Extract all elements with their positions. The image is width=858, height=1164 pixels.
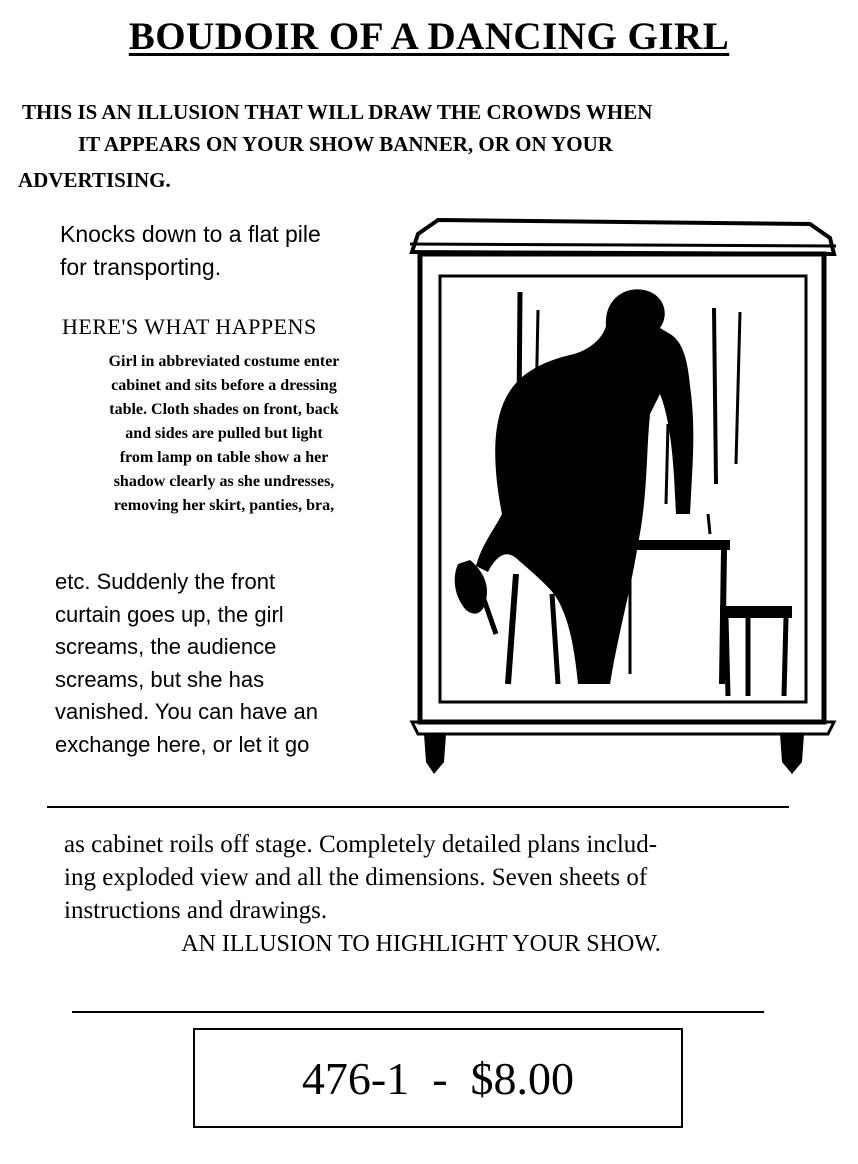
divider-line [72,1011,764,1013]
description-line: ing exploded view and all the dimensions. Seven sheets of [64,864,648,891]
page-title: BOUDOIR OF A DANCING GIRL [128,15,730,58]
body-line: table. Cloth shades on front, back [109,401,339,418]
subtitle-line-3: ADVERTISING. [18,168,171,192]
body-line: and sides are pulled but light [125,425,323,442]
body-line: cabinet and sits before a dressing [111,377,337,394]
continuation-line: vanished. You can have an [55,699,319,724]
body-line: shadow clearly as she undresses, [113,473,335,490]
description-line: as cabinet roils off stage. Completely detailed plans includ- [64,831,658,858]
lead-line: for transporting. [60,254,222,280]
heres-what-happens-heading: HERE'S WHAT HAPPENS [62,314,317,339]
description-line: instructions and drawings. [64,897,328,924]
body-line: from lamp on table show a her [119,449,329,466]
heres-what-happens-body [56,350,392,518]
continuation-line: screams, but she has [55,666,265,692]
subtitle-line-1: THIS IS AN ILLUSION THAT WILL DRAW THE CROWDS WHEN [22,100,653,124]
continuation-text [55,566,318,761]
continuation-line: screams, the audience [55,634,277,659]
price-box [193,1028,683,1128]
cabinet-silhouette-illustration [398,214,848,774]
closing-tagline: AN ILLUSION TO HIGHLIGHT YOUR SHOW. [181,931,661,957]
price-label: 476-1 - $8.00 [301,1052,575,1104]
subtitle-line-2: IT APPEARS ON YOUR SHOW BANNER, OR ON YOUR [78,132,613,156]
lead-text [60,218,321,284]
body-line: removing her skirt, panties, bra, [113,497,335,514]
continuation-line: exchange here, or let it go [55,731,310,757]
lead-line: Knocks down to a flat pile [60,221,321,247]
body-line: Girl in abbreviated costume enter [108,353,340,370]
continuation-line: etc. Suddenly the front [55,569,276,594]
continuation-line: curtain goes up, the girl [55,601,284,627]
description-text [64,828,657,927]
divider-line [47,806,789,808]
